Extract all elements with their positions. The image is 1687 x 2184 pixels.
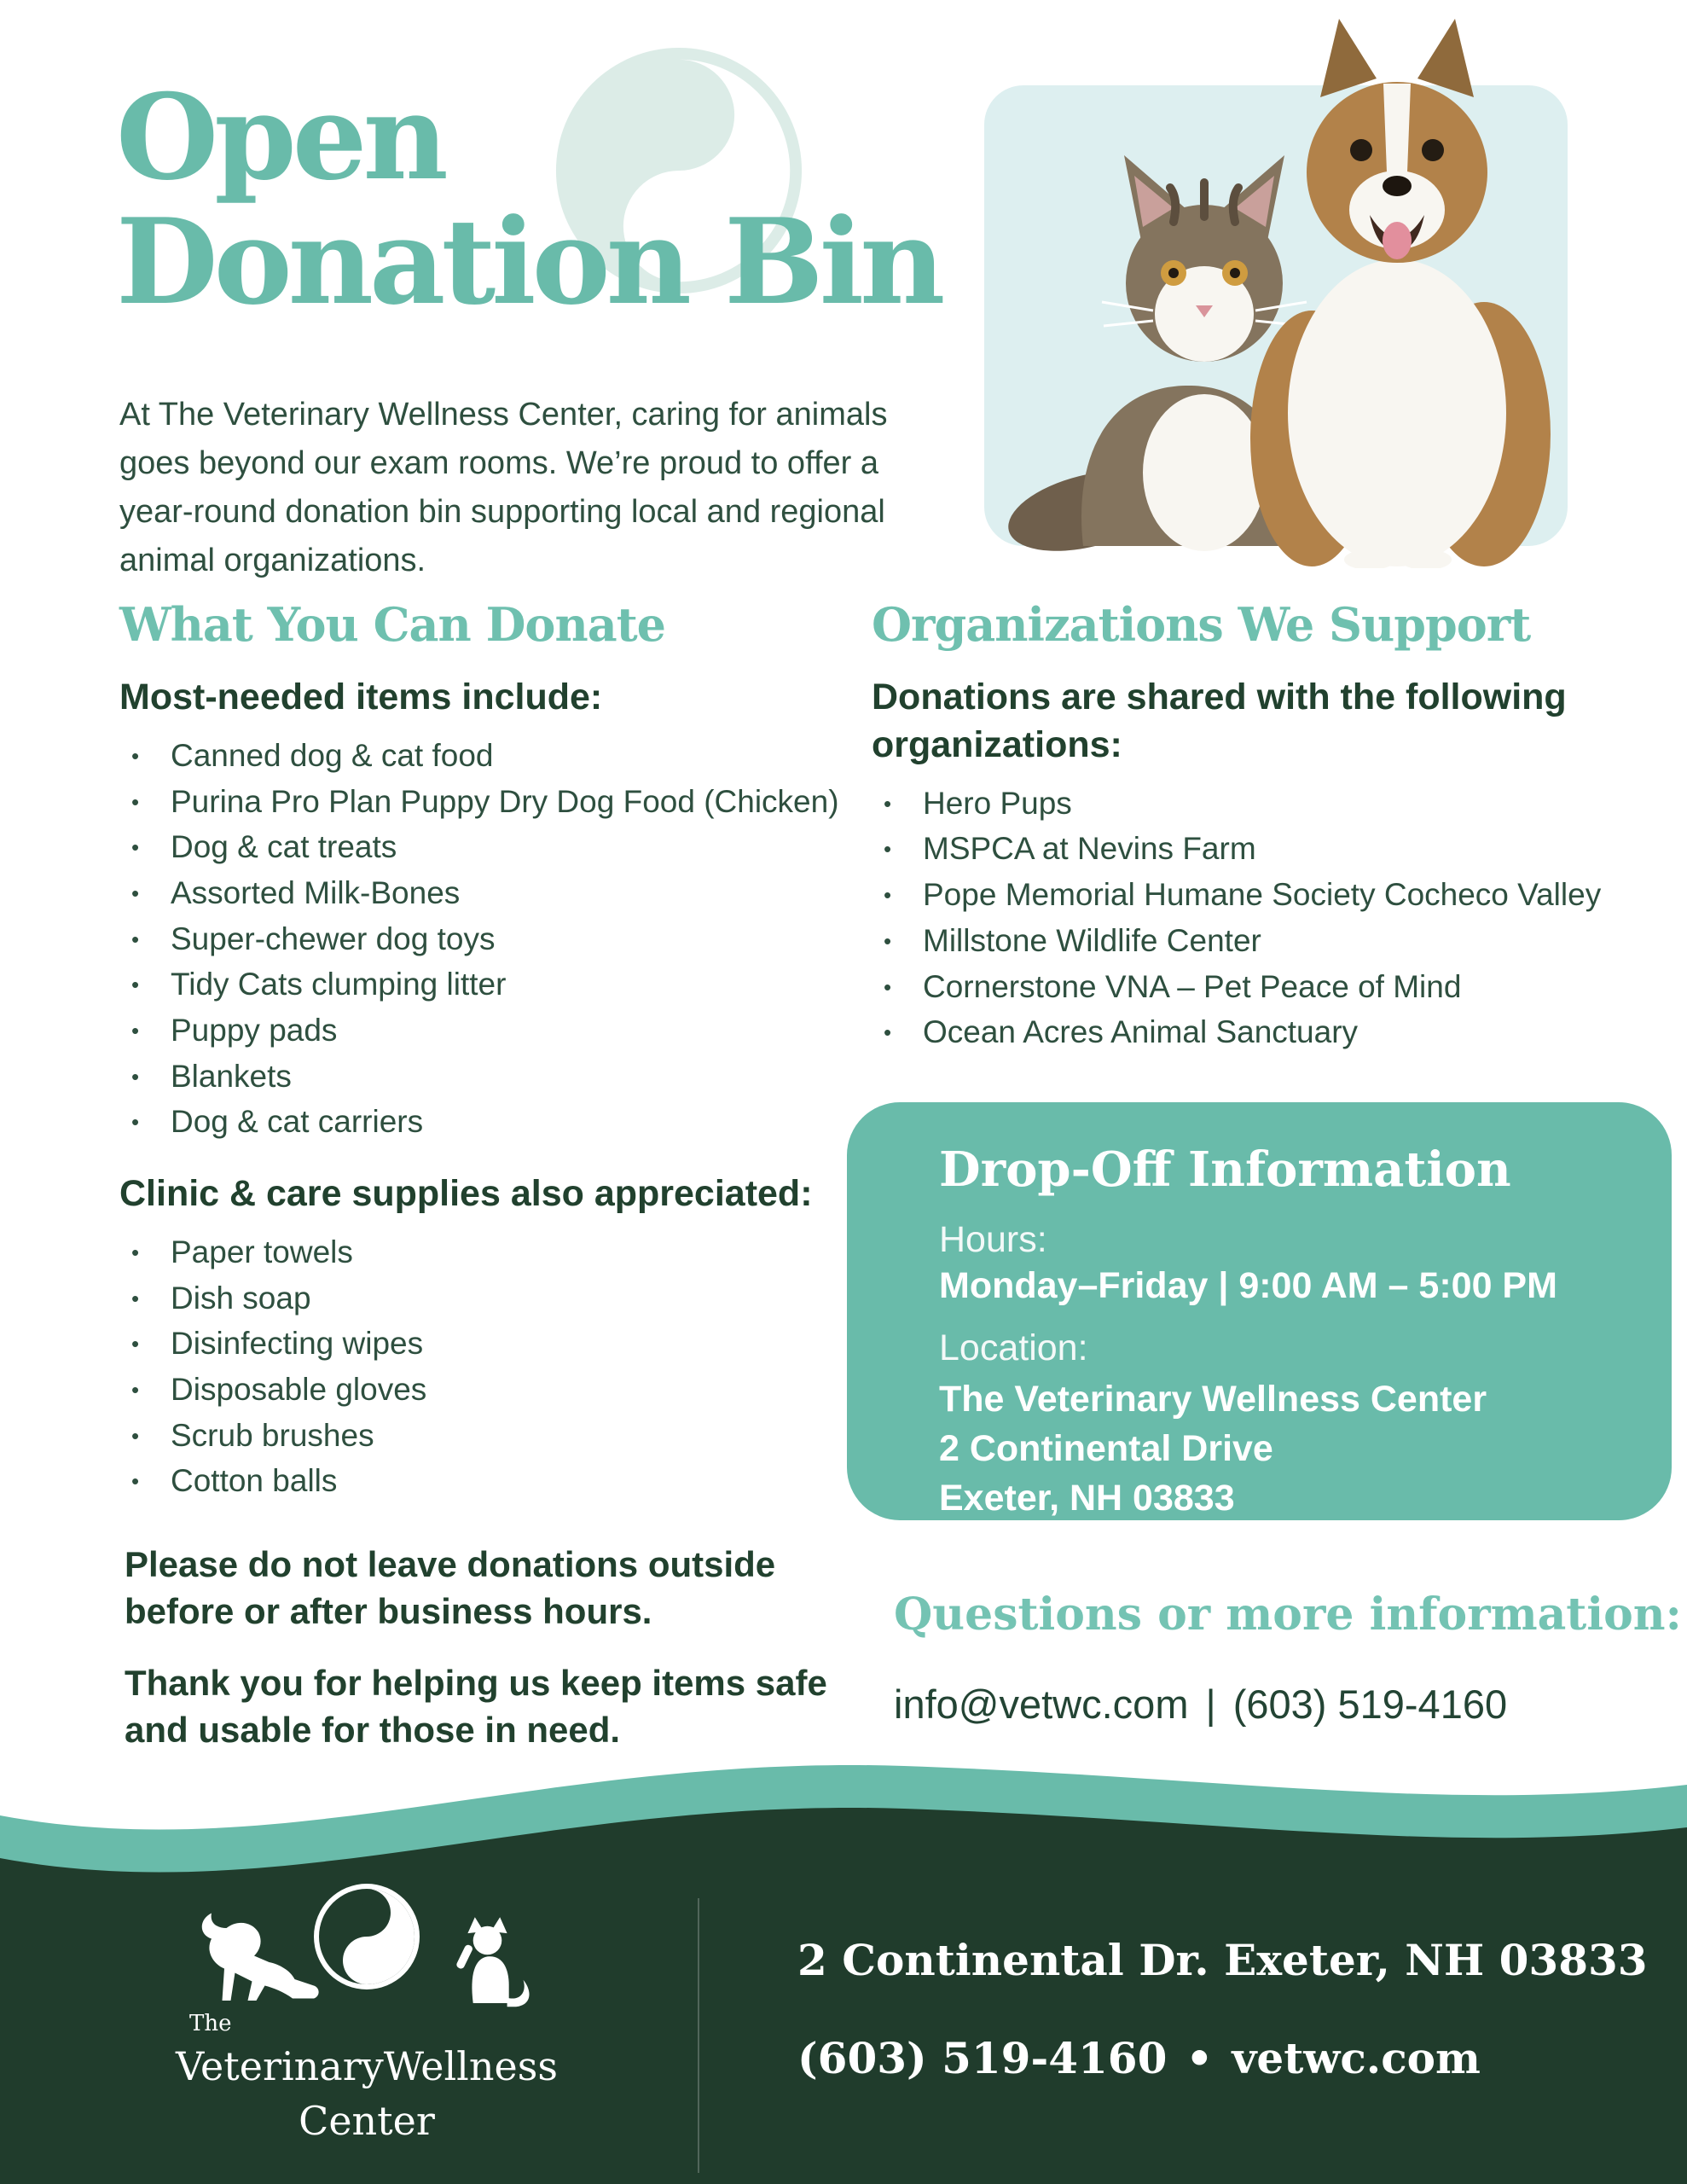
- page-title: [116, 67, 942, 332]
- donate-section: [119, 597, 870, 1753]
- no-outside-donations-note: Please do not leave donations outside before or after business hours.: [125, 1544, 776, 1631]
- list-item: [884, 1015, 1682, 1050]
- location-line-text: Exeter, NH 03833: [939, 1477, 1235, 1519]
- list-item: [884, 970, 1682, 1005]
- location-line-text: 2 Continental Drive: [939, 1427, 1273, 1469]
- location-lines: [939, 1374, 1595, 1523]
- contact-email: info@vetwc.com: [894, 1682, 1189, 1727]
- list-item: [131, 1235, 870, 1270]
- contact-separator: |: [1205, 1682, 1216, 1727]
- list-item-label: Super-chewer dog toys: [171, 921, 496, 956]
- list-item-label: Millstone Wildlife Center: [923, 922, 1261, 958]
- list-item-label: Scrub brushes: [171, 1417, 374, 1453]
- list-item: [884, 878, 1682, 913]
- bullet-dot: •: [131, 926, 140, 952]
- dog-silhouette-icon: [202, 1914, 319, 2001]
- list-item: [131, 1014, 870, 1048]
- list-item-label: Hero Pups: [923, 785, 1072, 821]
- list-item-label: Disinfecting wipes: [171, 1326, 424, 1362]
- bullet-dot: •: [131, 834, 140, 861]
- list-item: [131, 1060, 870, 1095]
- list-item: [131, 1419, 870, 1454]
- logo-word-veterinary: Veterinary: [176, 2043, 384, 2089]
- hours-value: Monday–Friday | 9:00 AM – 5:00 PM: [939, 1265, 1557, 1307]
- list-item-label: Tidy Cats clumping litter: [171, 967, 507, 1002]
- bullet-dot: •: [131, 1468, 140, 1495]
- bullet-dot: •: [131, 1377, 140, 1403]
- footer-phone-website: [797, 2033, 1648, 2083]
- organizations-list: [872, 787, 1682, 1050]
- list-item-label: Purina Pro Plan Puppy Dry Dog Food (Chicken): [171, 783, 839, 819]
- list-item-label: Assorted Milk-Bones: [171, 874, 461, 910]
- bullet-dot: •: [884, 882, 892, 909]
- organizations-subheading: Donations are shared with the following organizations:: [872, 677, 1567, 765]
- list-item-label: Dog & cat carriers: [171, 1104, 424, 1140]
- location-line: [939, 1473, 1595, 1523]
- thank-you-note: Thank you for helping us keep items safe and usable for those in need.: [125, 1663, 827, 1750]
- list-item-label: Canned dog & cat food: [171, 737, 494, 773]
- bullet-dot: •: [131, 1063, 140, 1089]
- organizations-heading: Organizations We Support: [872, 597, 1531, 652]
- logo-word-wellness: Wellness: [383, 2043, 558, 2089]
- intro-paragraph: At The Veterinary Wellness Center, caring for animals goes beyond our exam rooms. We’re proud to offer a year-round donation bin supporting local and regional animal organizations.: [119, 397, 888, 578]
- location-line: [939, 1374, 1595, 1424]
- bullet-dot: •: [131, 1018, 140, 1044]
- dropoff-info-card: [847, 1102, 1672, 1520]
- bullet-dot: •: [884, 927, 892, 954]
- logo-name-line: [176, 2043, 558, 2089]
- dropoff-heading: Drop-Off Information: [939, 1141, 1511, 1198]
- bullet-dot: •: [131, 1109, 140, 1136]
- footer-logo: [176, 1864, 558, 2144]
- list-item-label: Dog & cat treats: [171, 829, 397, 865]
- list-item: [131, 967, 870, 1002]
- list-item-label: Paper towels: [171, 1234, 353, 1269]
- bullet-dot: •: [131, 1239, 140, 1265]
- list-item-label: Puppy pads: [171, 1013, 338, 1048]
- contact-phone: (603) 519-4160: [1232, 1682, 1508, 1727]
- page-title-line1: Open: [116, 67, 444, 206]
- list-item-label: Cornerstone VNA – Pet Peace of Mind: [923, 968, 1462, 1004]
- footer-contact: [797, 1935, 1648, 2083]
- list-item-label: Blankets: [171, 1058, 292, 1094]
- bullet-dot: •: [131, 1331, 140, 1357]
- list-item: [131, 922, 870, 957]
- footer-divider: [698, 1898, 699, 2173]
- bullet-dot: •: [131, 972, 140, 998]
- location-label: Location:: [939, 1327, 1088, 1368]
- footer-website: vetwc.com: [1232, 2033, 1481, 2083]
- location-line: [939, 1424, 1595, 1473]
- clinic-supplies-label: Clinic & care supplies also appreciated:: [119, 1173, 813, 1215]
- list-item: [131, 739, 870, 774]
- contact-line: [894, 1681, 1682, 1728]
- bullet-dot: •: [131, 788, 140, 815]
- donate-heading: What You Can Donate: [119, 597, 665, 652]
- list-item: [884, 787, 1682, 822]
- list-item-label: Disposable gloves: [171, 1372, 427, 1408]
- list-item-label: Dish soap: [171, 1280, 311, 1316]
- cat-and-dog-photo: [972, 12, 1580, 568]
- list-item: [884, 832, 1682, 867]
- bullet-dot: •: [131, 1285, 140, 1311]
- organizations-section: [872, 597, 1682, 1061]
- list-item: [131, 1373, 870, 1408]
- list-item: [131, 1281, 870, 1316]
- list-item-label: Ocean Acres Animal Sanctuary: [923, 1014, 1359, 1050]
- bullet-dot: •: [884, 1019, 892, 1046]
- footer-logo-mark: [188, 1864, 546, 2009]
- bullet-dot: •: [131, 1422, 140, 1449]
- hours-label: Hours:: [939, 1219, 1047, 1260]
- bullet-dot: •: [884, 790, 892, 816]
- list-item: [131, 830, 870, 865]
- questions-heading: Questions or more information:: [894, 1589, 1682, 1641]
- list-item-label: MSPCA at Nevins Farm: [923, 831, 1256, 867]
- bullet-dot: •: [131, 880, 140, 906]
- list-item-label: Cotton balls: [171, 1463, 338, 1499]
- list-item: [131, 1327, 870, 1362]
- footer-address: 2 Continental Dr. Exeter, NH 03833: [797, 1935, 1648, 1985]
- location-line-text: The Veterinary Wellness Center: [939, 1378, 1487, 1420]
- list-item: [884, 924, 1682, 959]
- list-item: [131, 785, 870, 820]
- footer-separator: •: [1186, 2033, 1214, 2083]
- list-item-label: Pope Memorial Humane Society Cocheco Valley: [923, 877, 1602, 913]
- logo-prefix: The: [189, 2011, 232, 2036]
- bullet-dot: •: [131, 742, 140, 769]
- yin-yang-logo-icon: [314, 1884, 420, 1989]
- footer-phone: (603) 519-4160: [797, 2033, 1168, 2083]
- bullet-dot: •: [884, 836, 892, 863]
- cat-silhouette-icon: [455, 1917, 530, 2007]
- clinic-supplies-list: [119, 1235, 870, 1499]
- page-title-line2: Donation Bin: [116, 192, 942, 332]
- list-item: [131, 876, 870, 911]
- bullet-dot: •: [884, 973, 892, 1000]
- logo-word-center: Center: [299, 2098, 435, 2144]
- most-needed-label: Most-needed items include:: [119, 677, 603, 717]
- list-item: [131, 1105, 870, 1140]
- most-needed-list: [119, 739, 870, 1140]
- list-item: [131, 1464, 870, 1499]
